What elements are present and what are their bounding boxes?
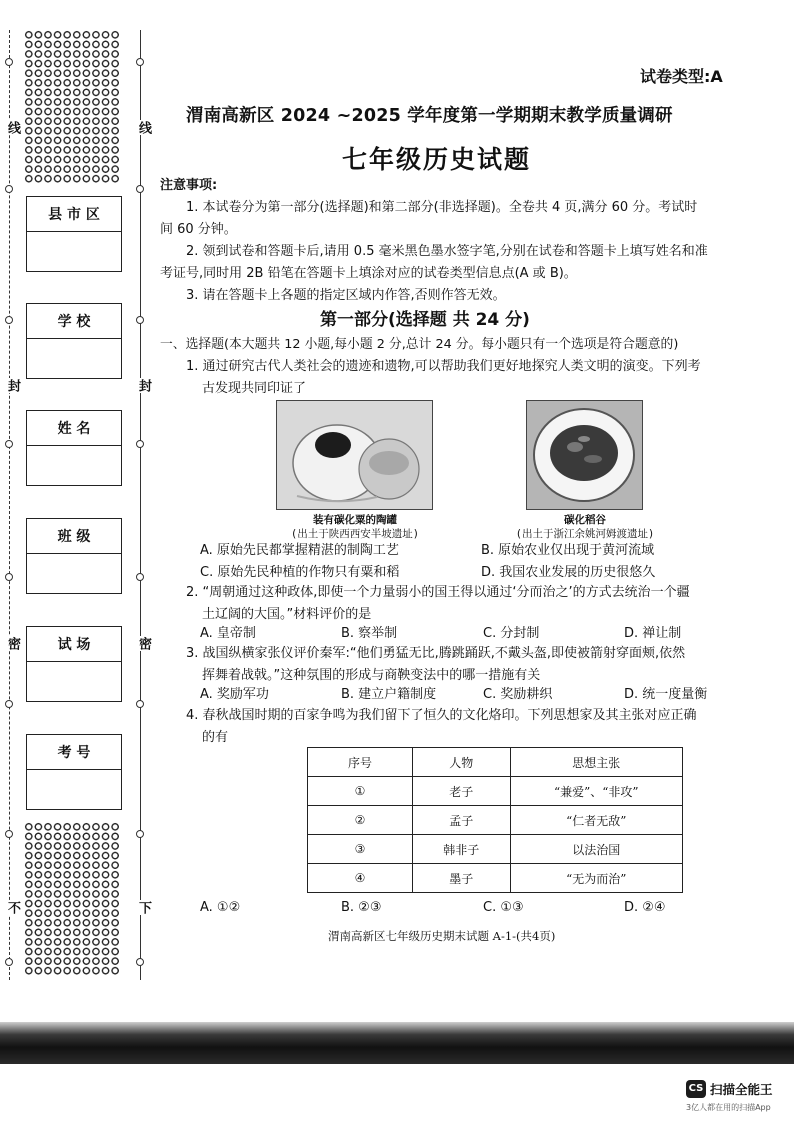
notes-heading: 注意事项: <box>160 178 218 193</box>
binding-hole <box>136 700 144 708</box>
field-label: 试 场 <box>27 627 121 662</box>
option-a[interactable]: A. 皇帝制 <box>200 626 256 641</box>
note-line: 1. 本试卷分为第一部分(选择题)和第二部分(非选择题)。全卷共 4 页,满分 60 分。考试时 <box>186 200 698 215</box>
exam-type: 试卷类型:A <box>640 67 723 86</box>
table-cell: 墨子 <box>413 864 511 893</box>
binding-hole <box>5 830 13 838</box>
exam-room-field[interactable] <box>26 626 122 702</box>
option-b[interactable]: B. 原始农业仅出现于黄河流域 <box>481 543 655 558</box>
binding-word: 下 <box>136 901 151 914</box>
table-header-row <box>308 748 683 777</box>
caption-line: (出土于浙江余姚河姆渡遗址) <box>515 528 655 540</box>
option-a[interactable]: A. ①② <box>200 900 241 915</box>
field-label: 学 校 <box>27 304 121 339</box>
binding-hole <box>136 958 144 966</box>
option-d[interactable]: D. 禅让制 <box>624 626 682 641</box>
binding-hole <box>136 316 144 324</box>
binding-hole <box>5 185 13 193</box>
option-c[interactable]: C. 原始先民种植的作物只有粟和稻 <box>200 565 400 580</box>
note-line: 间 60 分钟。 <box>160 222 237 237</box>
stem-line: 1. 通过研究古代人类社会的遗迹和遗物,可以帮助我们更好地探究人类文明的演变。下列考 <box>186 359 701 374</box>
scanner-watermark <box>686 1080 773 1098</box>
binding-word: 密 <box>5 637 20 650</box>
pottery-jar-image <box>276 400 433 510</box>
table-header: 思想主张 <box>510 748 683 777</box>
caption-line: 碳化稻谷 <box>564 514 606 526</box>
table-row <box>308 835 683 864</box>
table-cell: ① <box>308 777 413 806</box>
field-label: 考 号 <box>27 735 121 770</box>
question-3-stem <box>186 643 776 687</box>
stem-line: 古发现共同印证了 <box>202 381 307 396</box>
field-label: 县 市 区 <box>27 197 121 232</box>
stem-line: 土辽阔的大国。”材料评价的是 <box>202 607 372 622</box>
option-a[interactable]: A. 原始先民都掌握精湛的制陶工艺 <box>200 543 399 558</box>
binding-word: 封 <box>5 379 20 392</box>
note-line: 3. 请在答题卡上各题的指定区域内作答,否则作答无效。 <box>186 288 506 303</box>
table-row <box>308 806 683 835</box>
option-c[interactable]: C. 分封制 <box>483 626 540 641</box>
table-cell: ② <box>308 806 413 835</box>
caption-line: 装有碳化粟的陶罐 <box>313 514 397 526</box>
table-cell: “兼爱”、“非攻” <box>510 777 683 806</box>
table-cell: 韩非子 <box>413 835 511 864</box>
caption-line: (出土于陕西西安半坡遗址) <box>290 528 420 540</box>
table-row <box>308 864 683 893</box>
option-c[interactable]: C. 奖励耕织 <box>483 687 553 702</box>
pottery-jar-caption <box>262 513 448 541</box>
stem-line: 挥舞着战戟。”这种氛围的形成与商鞅变法中的哪一措施有关 <box>202 668 541 683</box>
binding-word: 封 <box>136 379 151 392</box>
table-cell: 以法治国 <box>510 835 683 864</box>
county-field[interactable] <box>26 196 122 272</box>
binding-hole <box>5 316 13 324</box>
stem-line: 3. 战国纵横家张仪评价秦军:“他们勇猛无比,腾跳踊跃,不戴头盔,即使被箭射穿面颊,依然 <box>186 646 686 661</box>
rice-bowl-icon <box>527 401 642 509</box>
question-4-stem <box>186 705 776 749</box>
binding-hole <box>5 440 13 448</box>
binding-word: 线 <box>136 121 151 134</box>
option-b[interactable]: B. 察举制 <box>341 626 398 641</box>
scanner-logo-icon: CS <box>686 1080 706 1098</box>
dot-grid-top <box>24 30 120 184</box>
question-1-stem <box>186 356 776 400</box>
table-cell: 老子 <box>413 777 511 806</box>
carbonized-rice-image <box>526 400 643 510</box>
binding-hole <box>5 958 13 966</box>
binding-hole <box>136 185 144 193</box>
option-c[interactable]: C. ①③ <box>483 900 524 915</box>
school-field[interactable] <box>26 303 122 379</box>
page-footer: 渭南高新区七年级历史期末试题 A-1-(共4页) <box>328 929 556 943</box>
subject-title: 七年级历史试题 <box>342 145 532 174</box>
header-title: 渭南高新区 2024 ~2025 学年度第一学期期末教学质量调研 <box>186 106 673 126</box>
binding-hole <box>136 58 144 66</box>
binding-hole <box>5 58 13 66</box>
table-header: 人物 <box>413 748 511 777</box>
binding-word: 密 <box>136 637 151 650</box>
note-line: 2. 领到试卷和答题卡后,请用 0.5 毫米黑色墨水签字笔,分别在试卷和答题卡上填写姓名和准 <box>186 244 708 259</box>
part1-title: 第一部分(选择题 共 24 分) <box>320 310 530 330</box>
pottery-jar-icon <box>277 401 432 509</box>
field-label: 姓 名 <box>27 411 121 446</box>
binding-hole <box>136 830 144 838</box>
binding-hole <box>5 573 13 581</box>
option-b[interactable]: B. ②③ <box>341 900 382 915</box>
scanner-app-name: 扫描全能王 <box>710 1082 773 1097</box>
table-cell: ③ <box>308 835 413 864</box>
option-b[interactable]: B. 建立户籍制度 <box>341 687 437 702</box>
option-d[interactable]: D. 统一度量衡 <box>624 687 708 702</box>
table-row <box>308 777 683 806</box>
scan-edge-shadow <box>0 1022 794 1064</box>
table-header: 序号 <box>308 748 413 777</box>
table-cell: 孟子 <box>413 806 511 835</box>
binding-hole <box>5 700 13 708</box>
binding-word: 不 <box>5 901 20 914</box>
carbonized-rice-caption <box>490 513 680 541</box>
notes <box>160 175 760 307</box>
name-field[interactable] <box>26 410 122 486</box>
table-cell: “仁者无敌” <box>510 806 683 835</box>
stem-line: 4. 春秋战国时期的百家争鸣为我们留下了恒久的文化烙印。下列思想家及其主张对应正确 <box>186 708 697 723</box>
option-a[interactable]: A. 奖励军功 <box>200 687 269 702</box>
binding-hole <box>136 573 144 581</box>
field-label: 班 级 <box>27 519 121 554</box>
stem-line: 2. “周朝通过这种政体,即使一个力量弱小的国王得以通过‘分而治之’的方式去统治一个疆 <box>186 585 690 600</box>
option-d[interactable]: D. ②④ <box>624 900 666 915</box>
note-line: 考证号,同时用 2B 铅笔在答题卡上填涂对应的试卷类型信息点(A 或 B)。 <box>160 266 577 281</box>
thinkers-table <box>307 747 683 893</box>
class-field[interactable] <box>26 518 122 594</box>
scanner-tagline: 3亿人都在用的扫描App <box>686 1103 771 1112</box>
exam-number-field[interactable] <box>26 734 122 810</box>
binding-word: 线 <box>5 121 20 134</box>
binding-hole <box>136 440 144 448</box>
stem-line: 的有 <box>202 730 229 745</box>
table-cell: “无为而治” <box>510 864 683 893</box>
dot-grid-bottom <box>24 822 120 976</box>
option-d[interactable]: D. 我国农业发展的历史很悠久 <box>481 565 656 580</box>
question-2-stem <box>186 582 776 626</box>
table-cell: ④ <box>308 864 413 893</box>
section-intro: 一、选择题(本大题共 12 小题,每小题 2 分,总计 24 分。每小题只有一个选项是符合题意的) <box>160 337 679 352</box>
